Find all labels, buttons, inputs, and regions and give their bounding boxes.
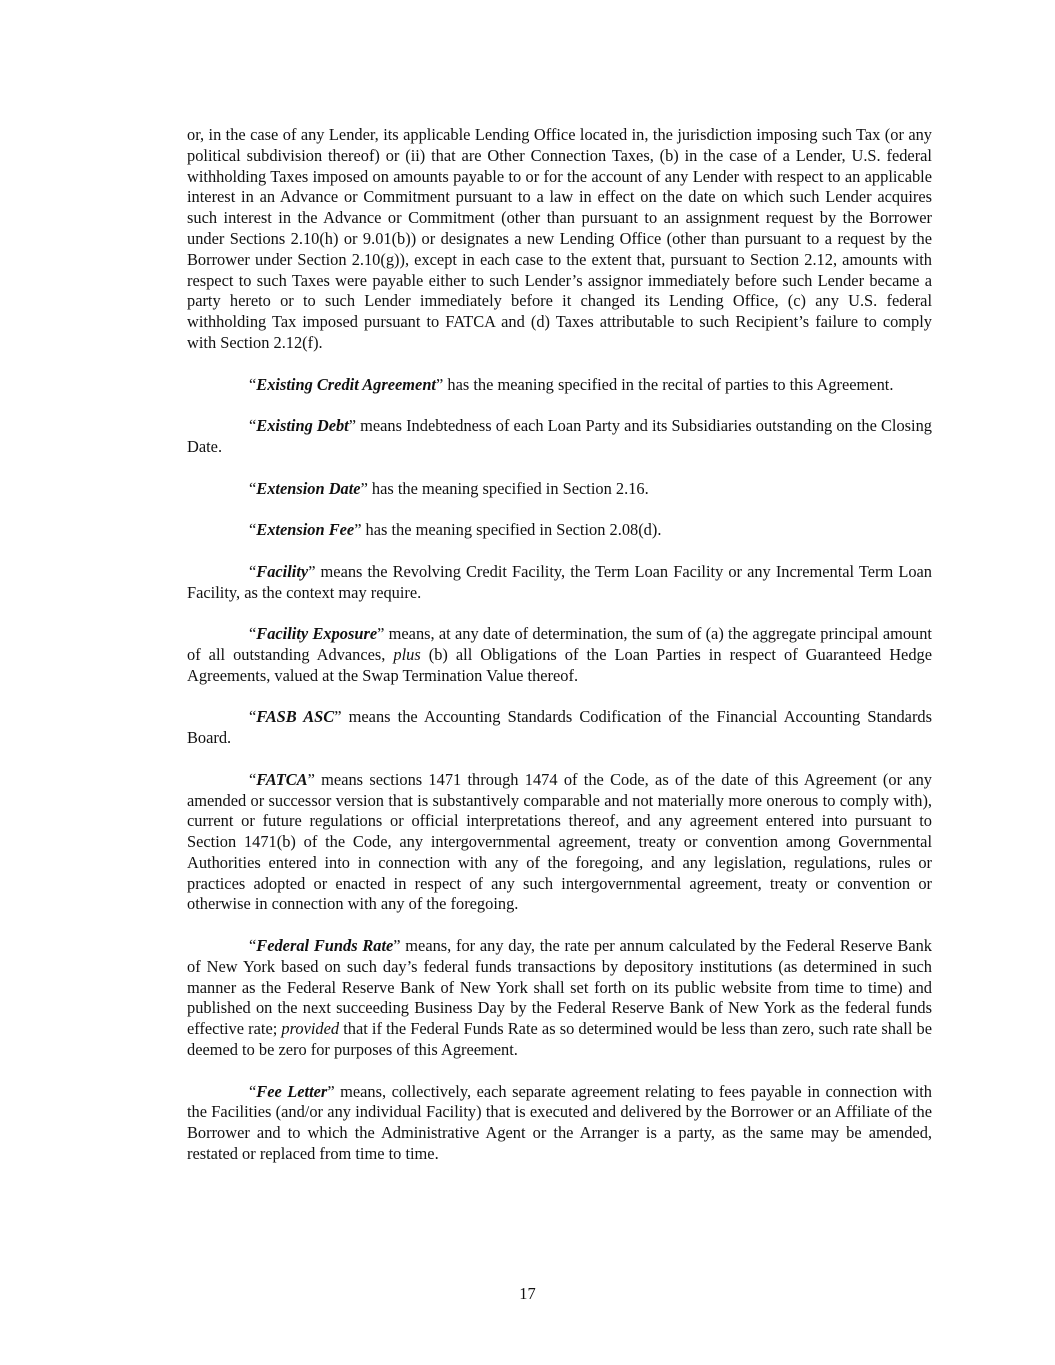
definition-fasb-asc: [187, 707, 932, 749]
italic-word: provided: [281, 1019, 340, 1039]
defined-term: Fee Letter: [256, 1081, 328, 1101]
text-run: “: [249, 374, 257, 394]
text-run: “: [249, 936, 257, 956]
text-run: “: [249, 769, 257, 789]
text-run: “: [249, 1081, 257, 1101]
text-run: ” means Indebtedness of each Loan Party and its Subsidiaries outstanding on the Closing Date.: [187, 416, 933, 456]
text-run: “: [249, 561, 257, 581]
text-run: ” has the meaning specified in Section 2.16.: [360, 478, 649, 498]
text-run: (b) all Obligations of the Loan Parties in respect of Guaranteed Hedge Agreements, valued at the Swap Termination Value thereof.: [187, 644, 932, 685]
defined-term: FASB ASC: [256, 707, 335, 727]
italic-word: plus: [393, 644, 421, 664]
defined-term: Extension Fee: [256, 520, 355, 540]
text-run: ” means, collectively, each separate agreement relating to fees payable in connection with the Facilities (and/or any individual Facility) that is executed and delivered by the Borrower or an Affiliate of the Borrower and to which the Administrative Agent or the Arranger is a party, as the same may be amended, restated or replaced from time to time.: [187, 1081, 932, 1164]
text-run: “: [249, 416, 257, 436]
definition-extension-fee: [187, 520, 932, 541]
definition-fatca: [187, 770, 932, 916]
definition-existing-debt: [187, 416, 932, 458]
text-run: ” means the Revolving Credit Facility, the Term Loan Facility or any Incremental Term Loan Facility, as the context may require.: [187, 561, 932, 602]
definition-facility-exposure: [187, 624, 932, 686]
definition-federal-funds-rate: [187, 936, 932, 1061]
text-run: ” means sections 1471 through 1474 of the Code, as of the date of this Agreement (or any amended or successor version that is substantively comparable and not materially more onerous to comply with), current or future regulations or official interpretations thereof, and any agreement entered into pursuant to Section 1471(b) of the Code, any intergovernmental agreement, treaty or convention among Governmental Authorities entered into in connection with any of the foregoing, and any legislation, regulations, rules or practices adopted or enacted in respect of any such intergovernmental agreement, treaty or convention or otherwise in connection with any of the foregoing.: [187, 769, 932, 914]
text-run: or, in the case of any Lender, its applicable Lending Office located in, the jurisdiction imposing such Tax (or any political subdivision thereof) or (ii) that are Other Connection Taxes, (b) in the case of a Lender, U.S. federal withholding Taxes imposed on amounts payable to or for the account of any Lender with respect to an applicable interest in an Advance or Commitment pursuant to a law in effect on the date on which such Lender acquires such interest in the Advance or Commitment (other than pursuant to an assignment request by the Borrower under Sections 2.10(h) or 9.01(b)) or designates a new Lending Office (other than pursuant to a request by the Borrower under Section 2.10(g)), except in each case to the extent that, pursuant to Section 2.12, amounts with respect to such Taxes were payable either to such Lender’s assignor immediately before such Lender became a party hereto or to such Lender immediately before it changed its Lending Office, (c) any U.S. federal withholding Tax imposed pursuant to FATCA and (d) Taxes attributable to such Recipient’s failure to comply with Section 2.12(f).: [187, 125, 932, 352]
defined-term: Federal Funds Rate: [256, 936, 394, 956]
text-run: “: [249, 624, 257, 644]
text-run: “: [249, 478, 257, 498]
text-run: ” means the Accounting Standards Codification of the Financial Accounting Standards Board.: [187, 707, 932, 748]
defined-term: Existing Debt: [256, 416, 349, 436]
definition-facility: [187, 562, 932, 604]
definition-fee-letter: [187, 1082, 932, 1165]
text-run: ” has the meaning specified in Section 2.08(d).: [354, 520, 662, 540]
document-body: [187, 125, 932, 1186]
paragraph-continuation: [187, 125, 932, 354]
definition-existing-credit-agreement: [187, 375, 932, 396]
text-run: ” means, for any day, the rate per annum calculated by the Federal Reserve Bank of New York based on such day’s federal funds transactions by depository institutions (as determined in such manner as the Federal Reserve Bank of New York shall set forth on its public website from time to time) and published on the next succeeding Business Day by the Federal Reserve Bank of New York as the federal funds effective rate;: [187, 936, 932, 1039]
defined-term: Existing Credit Agreement: [256, 374, 436, 394]
text-run: ” means, at any date of determination, the sum of (a) the aggregate principal amount of all outstanding Advances,: [187, 624, 932, 664]
text-run: that if the Federal Funds Rate as so determined would be less than zero, such rate shall be deemed to be zero for purposes of this Agreement.: [187, 1019, 932, 1060]
page-number: 17: [519, 1284, 536, 1303]
defined-term: Facility: [256, 561, 309, 581]
text-run: “: [249, 520, 257, 540]
definition-extension-date: [187, 479, 932, 500]
defined-term: FATCA: [256, 769, 308, 789]
text-run: “: [249, 707, 257, 727]
text-run: ” has the meaning specified in the recital of parties to this Agreement.: [436, 374, 894, 394]
defined-term: Facility Exposure: [256, 624, 378, 644]
defined-term: Extension Date: [256, 478, 361, 498]
